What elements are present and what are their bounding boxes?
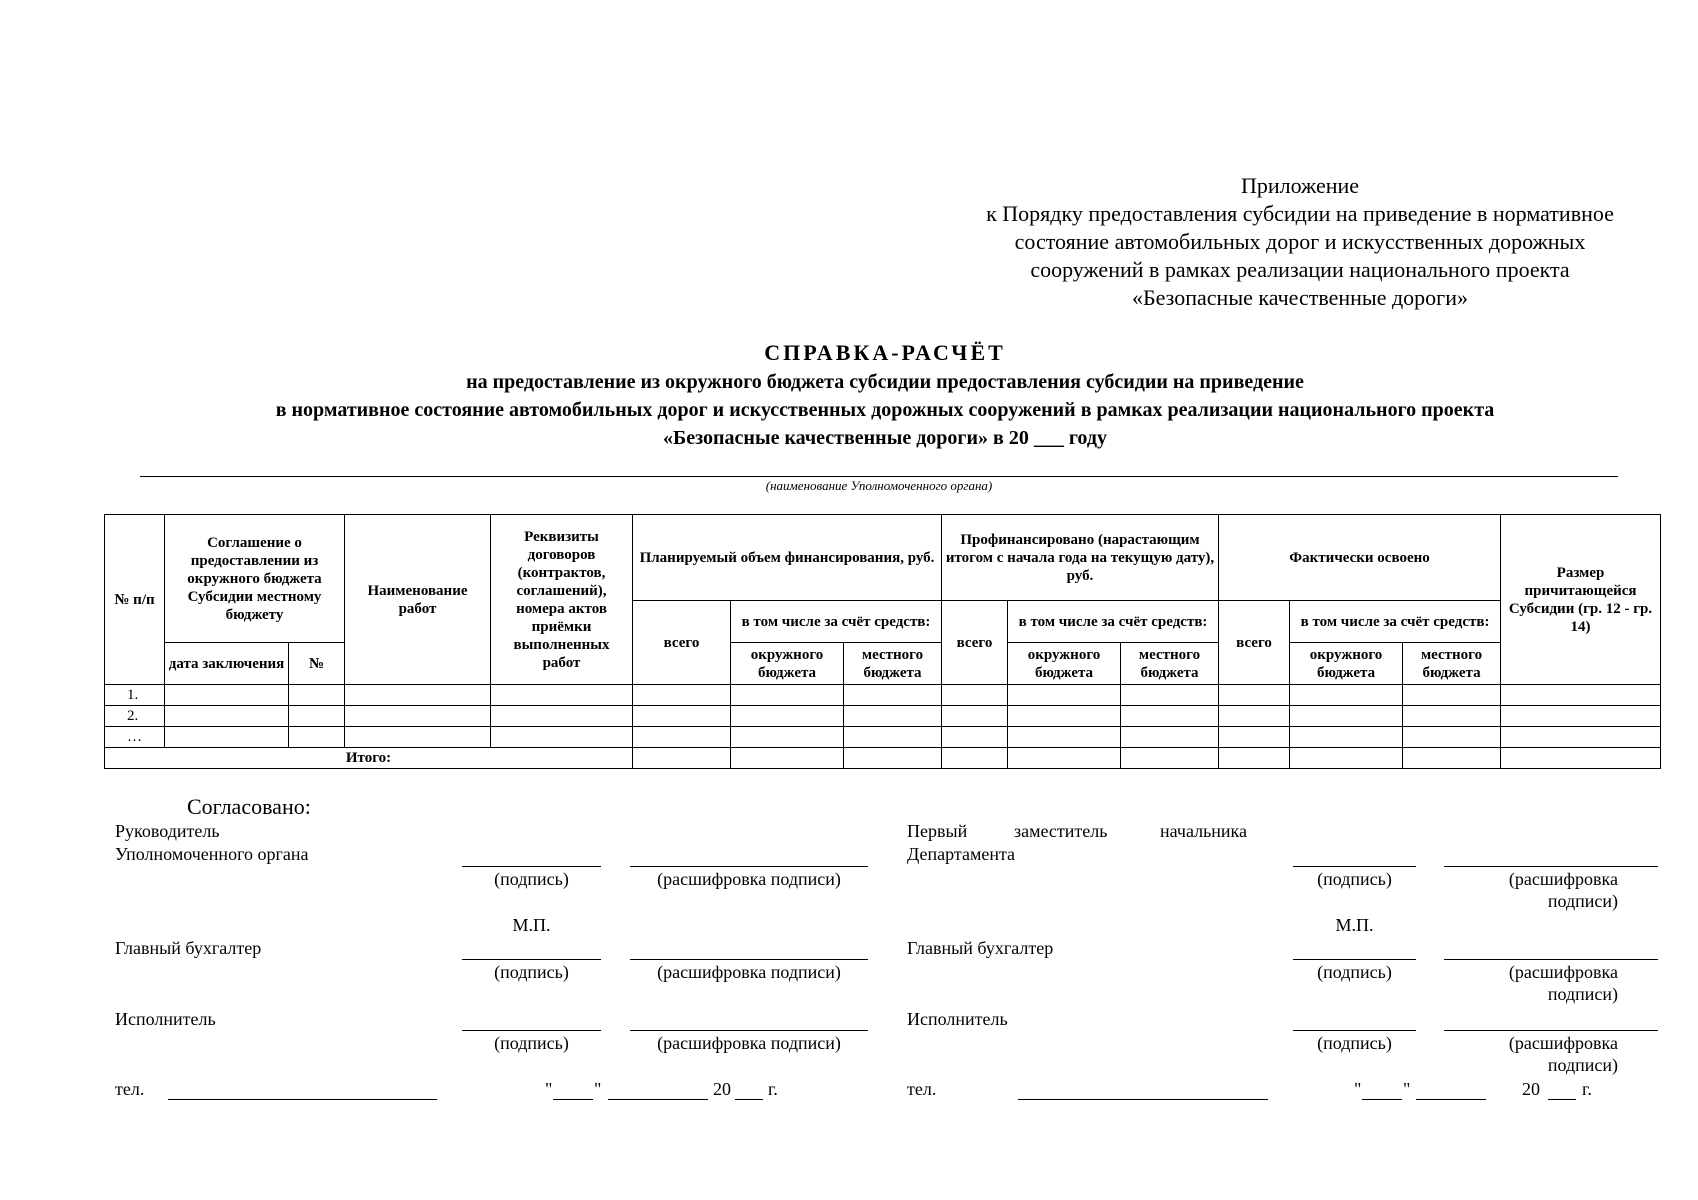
title-main: СПРАВКА-РАСЧЁТ [764, 340, 1006, 365]
table-cell[interactable] [1008, 706, 1121, 727]
right-date-quote-close: " [1403, 1079, 1411, 1099]
left-head-title-1: Руководитель [115, 821, 220, 841]
left-head-title-2: Уполномоченного органа [115, 844, 309, 864]
col-header-actual: Фактически освоено [1219, 515, 1501, 601]
title-line-2: в нормативное состояние автомобильных дорог и искусственных дорожных сооружений в рамках реализации национального проекта [275, 399, 1495, 421]
table-cell[interactable] [633, 685, 731, 706]
right-executor-decoding-caption [1444, 1032, 1658, 1076]
right-accountant-decoding-line[interactable] [1444, 959, 1658, 960]
decoding-caption-line-1: (расшифровка [1508, 962, 1618, 982]
table-cell[interactable] [1501, 727, 1661, 748]
table-row [105, 685, 1661, 706]
left-head-signature-line[interactable] [462, 866, 601, 867]
left-date-day-line[interactable] [553, 1099, 593, 1100]
table-cell[interactable] [1008, 727, 1121, 748]
left-date-year-prefix: 20 [713, 1079, 731, 1099]
left-accountant-decoding-line[interactable] [630, 959, 868, 960]
right-head-signature-caption: (подпись) [1317, 869, 1392, 889]
right-accountant-decoding-caption [1444, 961, 1658, 1005]
table-cell[interactable] [345, 685, 491, 706]
row-number: 2. [105, 706, 165, 727]
right-accountant-signature-line[interactable] [1293, 959, 1416, 960]
table-row [105, 706, 1661, 727]
appendix-line: «Безопасные качественные дороги» [1132, 285, 1468, 310]
col-header-num: № п/п [105, 515, 165, 685]
col-header-actual-total: всего [1219, 601, 1290, 685]
left-accountant-title: Главный бухгалтер [115, 938, 262, 958]
table-cell[interactable] [1219, 727, 1290, 748]
title-line-1: на предоставление из окружного бюджета субсидии предоставления субсидии на приведение [466, 371, 1304, 393]
table-cell[interactable] [633, 727, 731, 748]
col-header-subsidy-size: Размер причитающейся Субсидии (гр. 12 - гр. 14) [1501, 515, 1661, 685]
left-accountant-decoding-caption: (расшифровка подписи) [657, 962, 841, 982]
right-date-suffix: г. [1582, 1079, 1592, 1099]
table-cell[interactable] [1008, 748, 1121, 769]
table-cell[interactable] [731, 685, 844, 706]
table-cell[interactable] [1008, 685, 1121, 706]
table-cell[interactable] [345, 706, 491, 727]
table-cell[interactable] [289, 685, 345, 706]
left-head-signature-caption: (подпись) [494, 869, 569, 889]
table-cell[interactable] [1219, 706, 1290, 727]
right-executor-signature-caption: (подпись) [1317, 1033, 1392, 1053]
col-header-financed-including: в том числе за счёт средств: [1008, 601, 1219, 643]
table-cell[interactable] [491, 706, 633, 727]
table-cell[interactable] [1403, 727, 1501, 748]
left-head-decoding-line[interactable] [630, 866, 868, 867]
left-executor-signature-line[interactable] [462, 1030, 601, 1031]
right-executor-decoding-line[interactable] [1444, 1030, 1658, 1031]
title-line-3: «Безопасные качественные дороги» в 20 ___ году [663, 427, 1107, 449]
table-cell[interactable] [289, 727, 345, 748]
decoding-caption-line-1: (расшифровка [1508, 869, 1618, 889]
col-header-actual-local: местного бюджета [1403, 643, 1501, 685]
table-cell[interactable] [1403, 748, 1501, 769]
left-executor-signature-caption: (подпись) [494, 1033, 569, 1053]
table-cell[interactable] [1121, 706, 1219, 727]
right-accountant-signature-caption: (подпись) [1317, 962, 1392, 982]
appendix-line: к Порядку предоставления субсидии на приведение в нормативное [986, 201, 1614, 226]
left-accountant-signature-caption: (подпись) [494, 962, 569, 982]
right-tel-line[interactable] [1018, 1099, 1268, 1100]
org-name-line[interactable] [140, 476, 1618, 477]
decoding-caption-line-2: подписи) [1547, 1055, 1618, 1075]
table-cell[interactable] [942, 685, 1008, 706]
table-cell[interactable] [1219, 748, 1290, 769]
right-head-title-1: Первый [907, 821, 968, 841]
left-date-suffix: г. [768, 1079, 778, 1099]
col-header-financed-local: местного бюджета [1121, 643, 1219, 685]
appendix-line: состояние автомобильных дорог и искусственных дорожных [1014, 229, 1586, 254]
left-executor-title: Исполнитель [115, 1009, 216, 1029]
left-executor-decoding-line[interactable] [630, 1030, 868, 1031]
left-executor-decoding-caption: (расшифровка подписи) [657, 1033, 841, 1053]
table-cell[interactable] [1290, 685, 1403, 706]
table-cell[interactable] [345, 727, 491, 748]
table-cell[interactable] [491, 685, 633, 706]
right-head-decoding-caption [1444, 868, 1658, 912]
table-cell[interactable] [289, 706, 345, 727]
table-row [105, 727, 1661, 748]
table-cell[interactable] [633, 748, 731, 769]
right-head-title-4: Департамента [907, 844, 1016, 864]
table-cell[interactable] [1501, 706, 1661, 727]
col-header-works: Наименование работ [345, 515, 491, 685]
table-cell[interactable] [1403, 706, 1501, 727]
table-cell[interactable] [1290, 706, 1403, 727]
table-cell[interactable] [731, 748, 844, 769]
col-header-financed-district: окружного бюджета [1008, 643, 1121, 685]
left-date-quote-open: " [545, 1079, 553, 1099]
right-executor-signature-line[interactable] [1293, 1030, 1416, 1031]
col-header-financed: Профинансировано (нарастающим итогом с начала года на текущую дату), руб. [942, 515, 1219, 601]
table-cell[interactable] [844, 706, 942, 727]
col-header-financed-total: всего [942, 601, 1008, 685]
decoding-caption-line-1: (расшифровка [1508, 1033, 1618, 1053]
right-date-year-prefix: 20 [1522, 1079, 1540, 1099]
right-date-month-line[interactable] [1416, 1099, 1486, 1100]
col-header-planned: Планируемый объем финансирования, руб. [633, 515, 942, 601]
table-cell[interactable] [1501, 748, 1661, 769]
table-cell[interactable] [942, 706, 1008, 727]
calculation-table [104, 514, 1661, 769]
table-cell[interactable] [844, 727, 942, 748]
table-cell[interactable] [1290, 727, 1403, 748]
col-header-agreement: Соглашение о предоставлении из окружного бюджета Субсидии местному бюджету [165, 515, 345, 643]
col-header-agreement-no: № [289, 643, 345, 685]
table-cell[interactable] [942, 727, 1008, 748]
right-seal-label: М.П. [1335, 915, 1374, 935]
table-cell[interactable] [1121, 685, 1219, 706]
right-tel-label: тел. [907, 1079, 937, 1099]
right-head-title-2: заместитель [1014, 821, 1108, 841]
right-executor-title: Исполнитель [907, 1009, 1008, 1029]
table-cell[interactable] [1219, 685, 1290, 706]
row-number: … [105, 727, 165, 748]
right-head-title-3: начальника [1160, 821, 1248, 841]
appendix-line: Приложение [1240, 173, 1360, 198]
right-date-year-line[interactable] [1548, 1099, 1576, 1100]
left-seal-label: М.П. [512, 915, 551, 935]
left-head-decoding-caption: (расшифровка подписи) [657, 869, 841, 889]
right-accountant-title: Главный бухгалтер [907, 938, 1054, 958]
table-cell[interactable] [844, 748, 942, 769]
col-header-planned-including: в том числе за счёт средств: [731, 601, 942, 643]
document-title [90, 338, 1680, 452]
appendix-block [940, 172, 1660, 312]
col-header-planned-local: местного бюджета [844, 643, 942, 685]
total-label: Итого: [105, 748, 633, 769]
row-number: 1. [105, 685, 165, 706]
table-cell[interactable] [491, 727, 633, 748]
table-cell[interactable] [1403, 685, 1501, 706]
col-header-agreement-date: дата заключения [165, 643, 289, 685]
org-name-caption: (наименование Уполномоченного органа) [765, 478, 993, 493]
table-cell[interactable] [1121, 727, 1219, 748]
col-header-contracts: Реквизиты договоров (контрактов, соглашений), номера актов приёмки выполненных работ [491, 515, 633, 685]
decoding-caption-line-2: подписи) [1547, 891, 1618, 911]
appendix-line: сооружений в рамках реализации национального проекта [1030, 257, 1570, 282]
left-tel-label: тел. [115, 1079, 145, 1099]
right-head-decoding-line[interactable] [1444, 866, 1658, 867]
left-date-year-line[interactable] [735, 1099, 763, 1100]
left-tel-line[interactable] [168, 1099, 437, 1100]
col-header-actual-district: окружного бюджета [1290, 643, 1403, 685]
table-cell[interactable] [844, 685, 942, 706]
table-cell[interactable] [165, 685, 289, 706]
col-header-planned-total: всего [633, 601, 731, 685]
left-date-month-line[interactable] [608, 1099, 708, 1100]
table-cell[interactable] [1121, 748, 1219, 769]
table-cell[interactable] [165, 727, 289, 748]
right-head-signature-line[interactable] [1293, 866, 1416, 867]
right-date-day-line[interactable] [1362, 1099, 1402, 1100]
table-cell[interactable] [633, 706, 731, 727]
agreed-label: Согласовано: [187, 794, 311, 819]
table-cell[interactable] [942, 748, 1008, 769]
total-row [105, 748, 1661, 769]
table-cell[interactable] [1501, 685, 1661, 706]
table-cell[interactable] [731, 706, 844, 727]
left-date-quote-close: " [594, 1079, 602, 1099]
col-header-actual-including: в том числе за счёт средств: [1290, 601, 1501, 643]
right-date-quote-open: " [1354, 1079, 1362, 1099]
table-cell[interactable] [731, 727, 844, 748]
table-cell[interactable] [1290, 748, 1403, 769]
col-header-planned-district: окружного бюджета [731, 643, 844, 685]
left-accountant-signature-line[interactable] [462, 959, 601, 960]
decoding-caption-line-2: подписи) [1547, 984, 1618, 1004]
table-cell[interactable] [165, 706, 289, 727]
